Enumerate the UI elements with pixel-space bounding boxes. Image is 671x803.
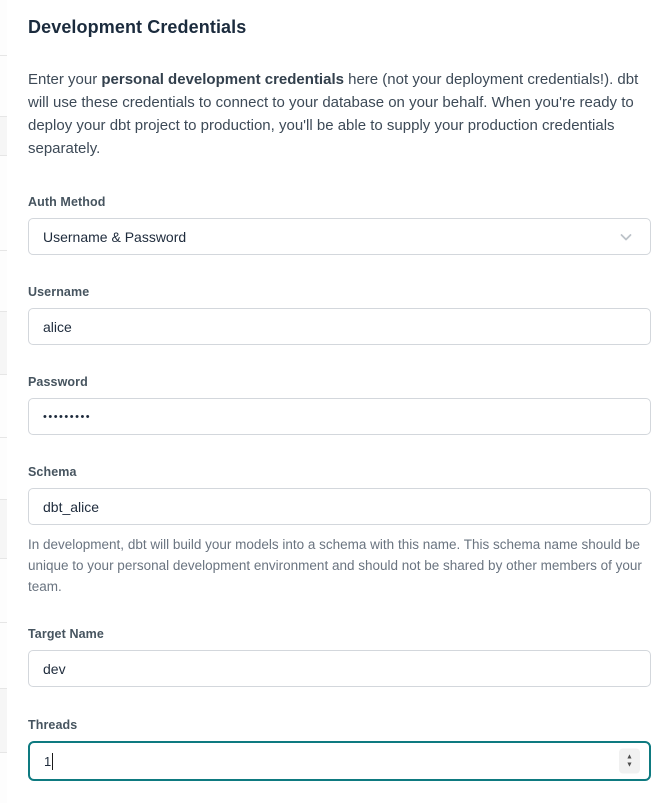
- schema-input[interactable]: [28, 488, 651, 525]
- page-description: Enter your personal development credentials here (not your deployment credentials!). dbt will use these credentials to connect to your database on your behalf. When you're ready to deploy your dbt project to production, you'll be able to supply your production credentials separately.: [28, 71, 639, 157]
- username-input[interactable]: [28, 308, 651, 345]
- username-label: Username: [28, 285, 90, 299]
- threads-stepper[interactable]: [619, 749, 640, 774]
- password-input[interactable]: [28, 398, 651, 435]
- auth-method-label: Auth Method: [28, 195, 106, 209]
- schema-help-text: In development, dbt will build your models into a schema with this name. This schema name should be unique to your personal development environment and should not be shared by other members of your team.: [28, 537, 642, 594]
- password-field: [28, 375, 651, 435]
- auth-method-selected-value: Username & Password: [43, 228, 187, 245]
- target-name-field: [28, 627, 651, 687]
- schema-field: [28, 465, 651, 597]
- target-name-label: Target Name: [28, 627, 104, 641]
- target-name-input[interactable]: [28, 650, 651, 687]
- chevron-down-icon: [618, 229, 634, 245]
- stepper-up-icon[interactable]: ▲: [626, 753, 633, 760]
- text-caret: [52, 753, 53, 770]
- password-label: Password: [28, 375, 88, 389]
- threads-label: Threads: [28, 718, 78, 732]
- username-field: [28, 285, 651, 345]
- threads-value: 1: [44, 753, 52, 769]
- auth-method-field: [28, 195, 651, 255]
- description-bold-phrase: personal development credentials: [101, 71, 344, 88]
- threads-input[interactable]: [28, 741, 651, 781]
- development-credentials-panel: [28, 0, 651, 781]
- auth-method-select[interactable]: [28, 218, 651, 255]
- page-title: Development Credentials: [28, 17, 247, 37]
- stepper-down-icon[interactable]: ▼: [626, 761, 633, 768]
- adjacent-panel-edge: [0, 0, 7, 803]
- schema-label: Schema: [28, 465, 77, 479]
- threads-field: [28, 718, 651, 781]
